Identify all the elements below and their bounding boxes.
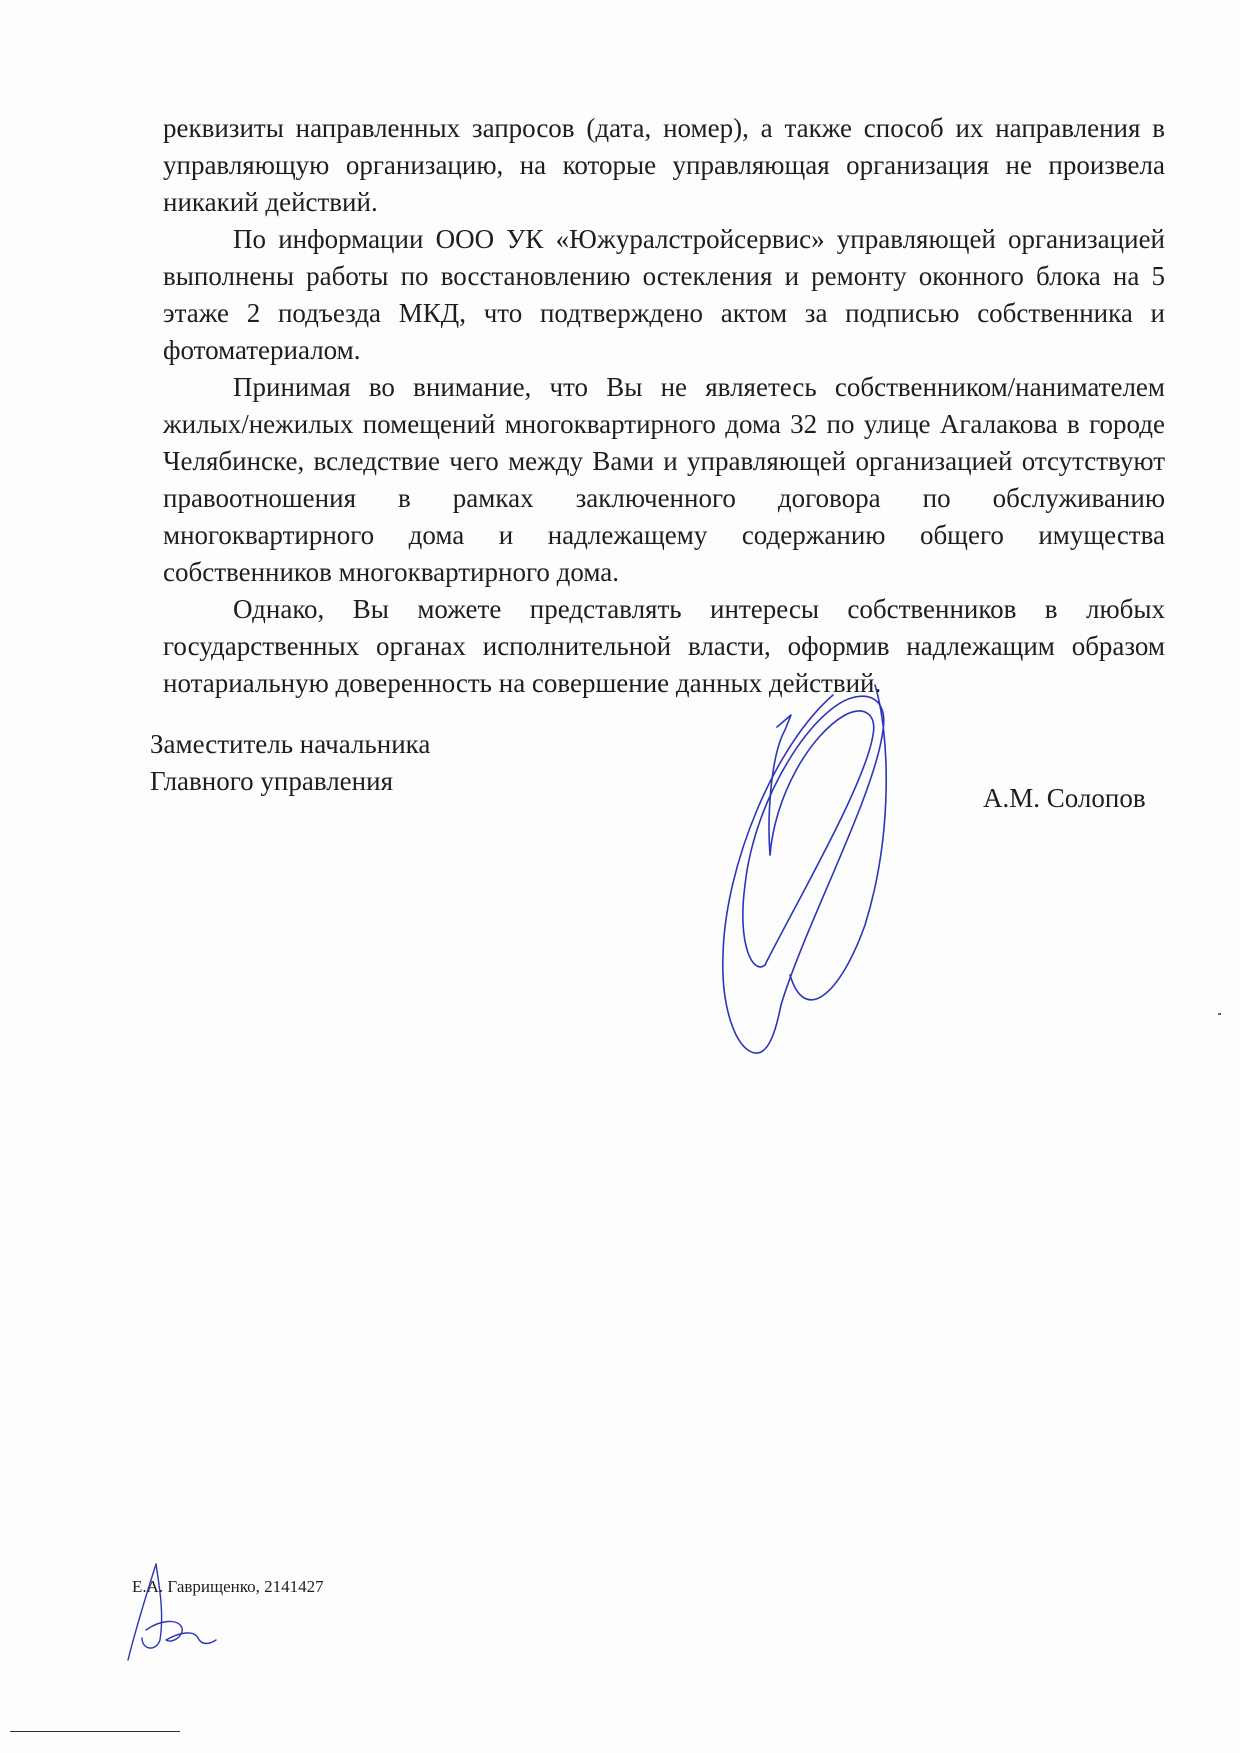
executor-contact: Е.А. Гаврищенко, 2141427: [132, 1577, 324, 1596]
handwritten-signature: [715, 675, 905, 1060]
scan-speck: [1218, 1013, 1221, 1015]
paragraph-not-owner: Принимая во внимание, что Вы не являетесь собственником/нанимателем жилых/нежилых помещений многоквартирного дома 32 по улице Агалакова в городе Челябинске, вследствие чего между Вами и управляющей организацией отсутствуют правоотношения в рамках заключенного договора по обслуживанию многоквартирного дома и надлежащему содержанию общего имущества собственников многоквартирного дома.: [163, 372, 1165, 587]
signer-title-line-2: Главного управления: [150, 766, 393, 796]
paragraph-continuation: реквизиты направленных запросов (дата, номер), а также способ их направления в управляющую организацию, на которые управляющая организация не произвела никакий действий.: [163, 113, 1165, 217]
paragraph-power-of-attorney: Однако, Вы можете представлять интересы собственников в любых государственных органах исполнительной власти, оформив надлежащим образом нотариальную доверенность на совершение данных действий.: [163, 594, 1165, 698]
signer-title-line-1: Заместитель начальника: [150, 729, 431, 759]
signer-name: А.М. Солопов: [983, 783, 1146, 813]
letter-body: [163, 110, 1165, 702]
paragraph-work-performed: По информации ООО УК «Южуралстройсервис» управляющей организацией выполнены работы по восстановлению остекления и ремонту оконного блока на 5 этаже 2 подъезда МКД, что подтверждено актом за подписью собственника и фотоматериалом.: [163, 224, 1165, 365]
footer-divider: [10, 1731, 180, 1732]
signer-title: [150, 726, 430, 800]
